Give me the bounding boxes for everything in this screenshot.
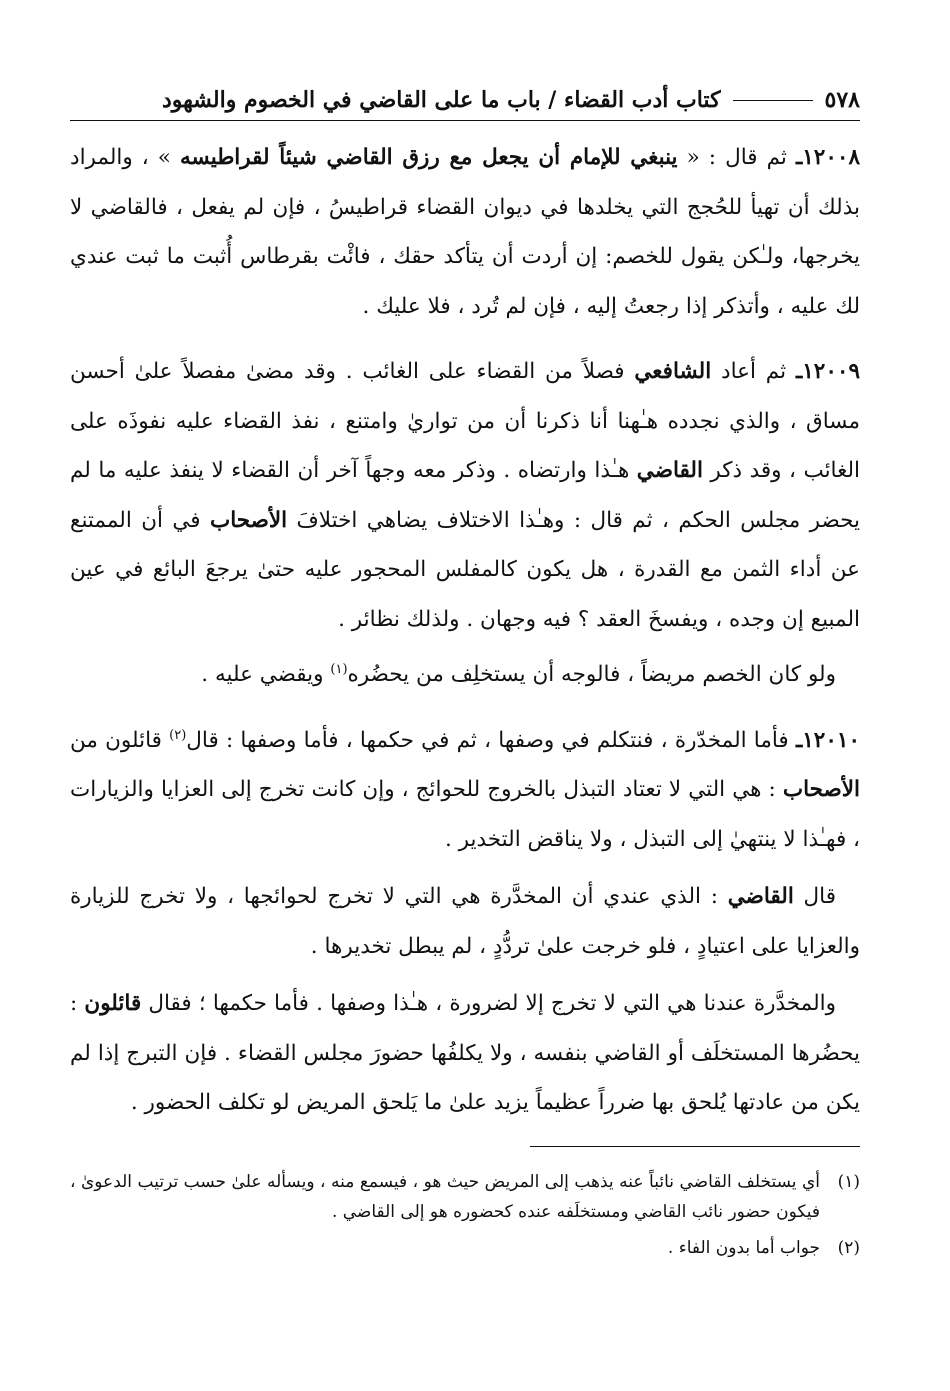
paragraph-text: في أن الممتنع عن أداء الثمن مع القدرة ، هل يكون كالمفلس المحجور عليه حتىٰ يرجعَ البائع في عين المبيع إن وجده ، ويفسخَ العقد ؟ فيه وجهان . ولذلك نظائر .	[70, 507, 860, 632]
paragraph-text: هـٰذا وارتضاه . وذكر معه وجهاً آخر أن القضاء لا ينفذ عليه ما لم يحضر مجلس الحكم ، ثم قال : وهـٰذا الاختلاف يضاهي اختلافَ	[70, 458, 860, 533]
paragraph-qadi-opinion	[70, 872, 860, 971]
paragraph-text: فأما المخدّرة ، فنتكلم في وصفها ، ثم في حكمها ، فأما وصفها : قال	[186, 727, 796, 753]
paragraph-text: : الذي عندي أن المخدَّرة هي التي لا تخرج لحوائجها ، ولا تخرج للزيارة والعزايا على اعتيادٍ ، فلو خرجت علىٰ تردُّدٍ ، لم يبطل تخديرها .	[70, 884, 860, 959]
footnote-1	[70, 1167, 860, 1227]
paragraph-number: ١٢٠٠٨ـ	[795, 145, 860, 170]
book-page	[70, 80, 860, 1269]
quoted-text: ينبغي للإمام أن يجعل مع رزق القاضي شيئاً لقراطيسه	[180, 145, 678, 170]
paragraph-text: قائلون من	[70, 727, 170, 753]
paragraph-number: ١٢٠٠٩ـ	[795, 359, 860, 384]
paragraph-12008	[70, 133, 860, 331]
footnote-ref-2[interactable]: (٢)	[169, 727, 187, 743]
header-title: كتاب أدب القضاء / باب ما على القاضي في الخصوم والشهود	[161, 87, 721, 113]
name-ashab: الأصحاب	[209, 507, 288, 533]
footnote-divider	[530, 1146, 860, 1147]
paragraph-text: ثم أعاد	[711, 359, 796, 384]
paragraph-number: ١٢٠١٠ـ	[795, 727, 860, 753]
paragraph-our-view	[70, 979, 860, 1128]
paragraph-text: قال	[793, 884, 836, 909]
paragraph-text: : هي التي لا تعتاد التبذل بالخروج للحوائج ، وإن كانت تخرج إلى العزايا والزيارات ، فهـٰذا لا ينتهيٰ إلى التبذل ، ولا يناقض التخدير .	[70, 777, 860, 852]
name-shafii: الشافعي	[634, 359, 712, 384]
name-qadi: القاضي	[636, 458, 703, 483]
footnote-text: أي يستخلف القاضي نائباً عنه يذهب إلى المريض حيث هو ، فيسمع منه ، ويسأله علىٰ حسب ترتيب الدعوىٰ ، فيكون حضور نائب القاضي ومستخلَفه عنده كحضوره هو إلى القاضي .	[70, 1171, 820, 1222]
paragraph-text: ولو كان الخصم مريضاً ، فالوجه أن يستخلِف من يحضُره	[347, 662, 836, 687]
name-qailun: قائلون	[84, 991, 142, 1016]
paragraph-text: والمخدَّرة عندنا هي التي لا تخرج إلا لضرورة ، هـٰذا وصفها . فأما حكمها ؛ فقال	[141, 991, 837, 1016]
header-rule	[733, 100, 813, 101]
footnote-2	[70, 1233, 860, 1263]
name-qadi: القاضي	[727, 884, 794, 909]
paragraph-text: فصلاً من القضاء على الغائب . وقد مضىٰ مفصلاً علىٰ أحسن مساق ، والذي نجدده هـٰهنا أنا ذكرنا أن من تواريٰ وامتنع ، نفذ القضاء عليه نفوذَه على الغائب ، وقد ذكر	[70, 359, 861, 483]
paragraph-sick-litigant	[70, 650, 860, 700]
paragraph-text: » ، والمراد بذلك أن تهيأ للحُجج التي يخلدها في ديوان القضاء قراطيسُ ، فإن لم يفعل ، فالقاضي لا يخرجها، ولـٰكن يقول للخصم: إن أردت أن يتأكد حقك ، فائْت بقرطاس أُثبت ما ثبت عندي لك عليه ، وأتذكر إذا رجعتُ إليه ، فإن لم تُرد ، فلا عليك .	[70, 145, 860, 319]
footnote-ref-1[interactable]: (١)	[330, 661, 348, 677]
footnote-text: جواب أما بدون الفاء .	[667, 1237, 820, 1258]
paragraph-12009	[70, 347, 860, 644]
footnote-mark: (١)	[837, 1171, 860, 1192]
paragraph-12010	[70, 716, 860, 865]
paragraph-text: : يحضُرها المستخلَف أو القاضي بنفسه ، ولا يكلفُها حضورَ مجلس القضاء . فإن التبرج إذا لم يكن من عادتها يُلحق بها ضرراً عظيماً يزيد علىٰ ما يَلحق المريض لو تكلف الحضور .	[70, 991, 860, 1115]
running-header	[70, 80, 860, 121]
footnote-mark: (٢)	[837, 1237, 860, 1258]
paragraph-text: ويقضي عليه .	[201, 662, 331, 687]
name-ashab: الأصحاب	[782, 777, 860, 802]
page-number: ٥٧٨	[824, 87, 860, 113]
paragraph-text: ثم قال : «	[677, 145, 796, 170]
